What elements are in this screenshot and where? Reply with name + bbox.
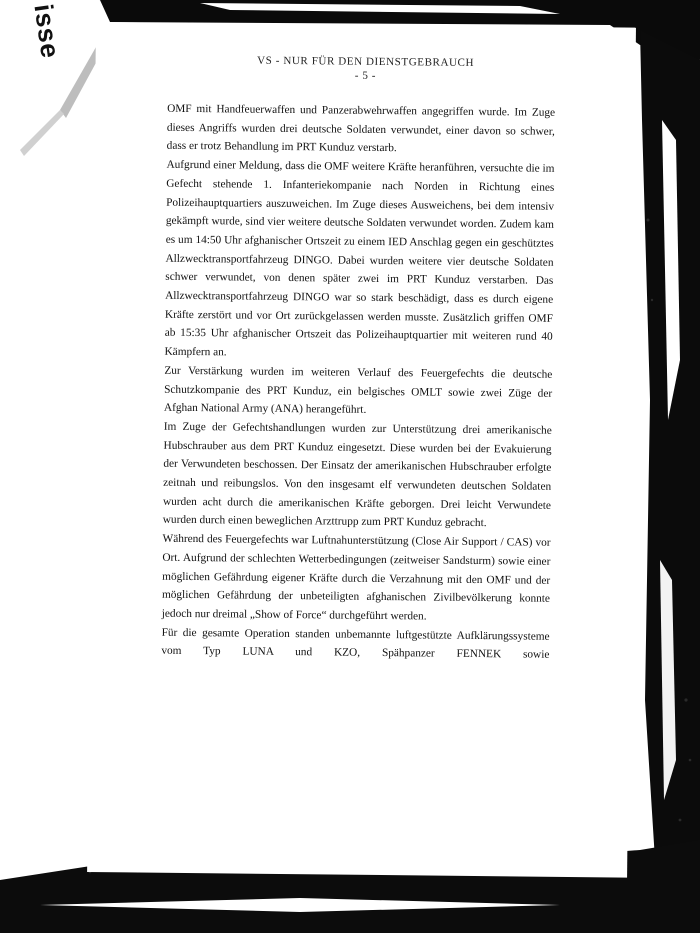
- paragraph: Während des Feuergefechts war Luftnahunterstützung (Close Air Support / CAS) vor Ort. Aufgrund der schlechten Wetterbedingungen (zeitweiser Sandsturm) sowie einer möglichen Gefährdung eigener Kräfte durch die Verzahnung mit den OMF und der möglichen Gefährdung der unbeteiligten afghanischen Zivilbevölkerung konnte jedoch nur dreimal „Show of Force“ durchgeführt werden.: [161, 532, 551, 623]
- paragraph: OMF mit Handfeuerwaffen und Panzerabwehrwaffen angegriffen wurde. Im Zuge dieses Angriffs wurden drei deutsche Soldaten verwundet, einer davon so schwer, dass er trotz Behandlung im PRT Kunduz verstarb.: [166, 102, 556, 155]
- paragraph: Für die gesamte Operation standen unbemannte luftgestützte Aufklärungssysteme vom Typ LUNA und KZO, Spähpanzer FENNEK sowie: [161, 626, 550, 662]
- paragraph: Im Zuge der Gefechtshandlungen wurden zur Unterstützung drei amerikanische Hubschrauber aus dem PRT Kunduz eingesetzt. Diese wurden bei der Evakuierung der Verwundeten beschossen. Der Einsatz der amerikanischen Hubschrauber erfolgte zeitnah und reibungslos. Von den insgesamt elf verwundeten deutschen Soldaten wurden acht durch die amerikanischen Kräfte geborgen. Drei leicht Verwundete wurden durch einen beweglichen Arzttrupp zum PRT Kunduz gebracht.: [162, 420, 552, 530]
- page-number: - 5 -: [354, 69, 377, 82]
- paragraph: Zur Verstärkung wurden im weiteren Verlauf des Feuergefechts die deutsche Schutzkompanie des PRT Kunduz, ein belgisches OMLT sowie zwei Züge der Afghan National Army (ANA) herangeführt.: [163, 364, 553, 417]
- margin-annotation: isse: [28, 2, 66, 61]
- document-page: [87, 22, 636, 878]
- document-body: [161, 100, 555, 665]
- paragraph: Aufgrund einer Meldung, dass die OMF weitere Kräfte heranführen, versuchte die im Gefecht stehende 1. Infanteriekompanie nach Norden in Richtung eines Polizeihauptquartiers auszuweichen. Im Zuge dieses Ausweichens, bei dem intensiv gekämpft wurde, sind vier weitere deutsche Soldaten verwundet worden. Zudem kam es um 14:50 Uhr afghanischer Ortszeit zu einem IED Anschlag gegen ein geschütztes Allzwecktransportfahrzeug DINGO. Dabei wurden weitere vier deutsche Soldaten schwer verwundet, von denen später zwei im PRT Kunduz verstarben. Das Allzwecktransportfahrzeug DINGO war so stark beschädigt, dass es durch eigene Kräfte zerstört und vor Ort zurückgelassen werden musste. Zusätzlich griffen OMF ab 15:35 Uhr afghanischer Ortszeit das Polizeihauptquartier mit weiteren rund 40 Kämpfern an.: [164, 158, 555, 359]
- classification-marking: VS - NUR FÜR DEN DIENSTGEBRAUCH: [257, 54, 475, 69]
- classification-header: [95, 52, 635, 86]
